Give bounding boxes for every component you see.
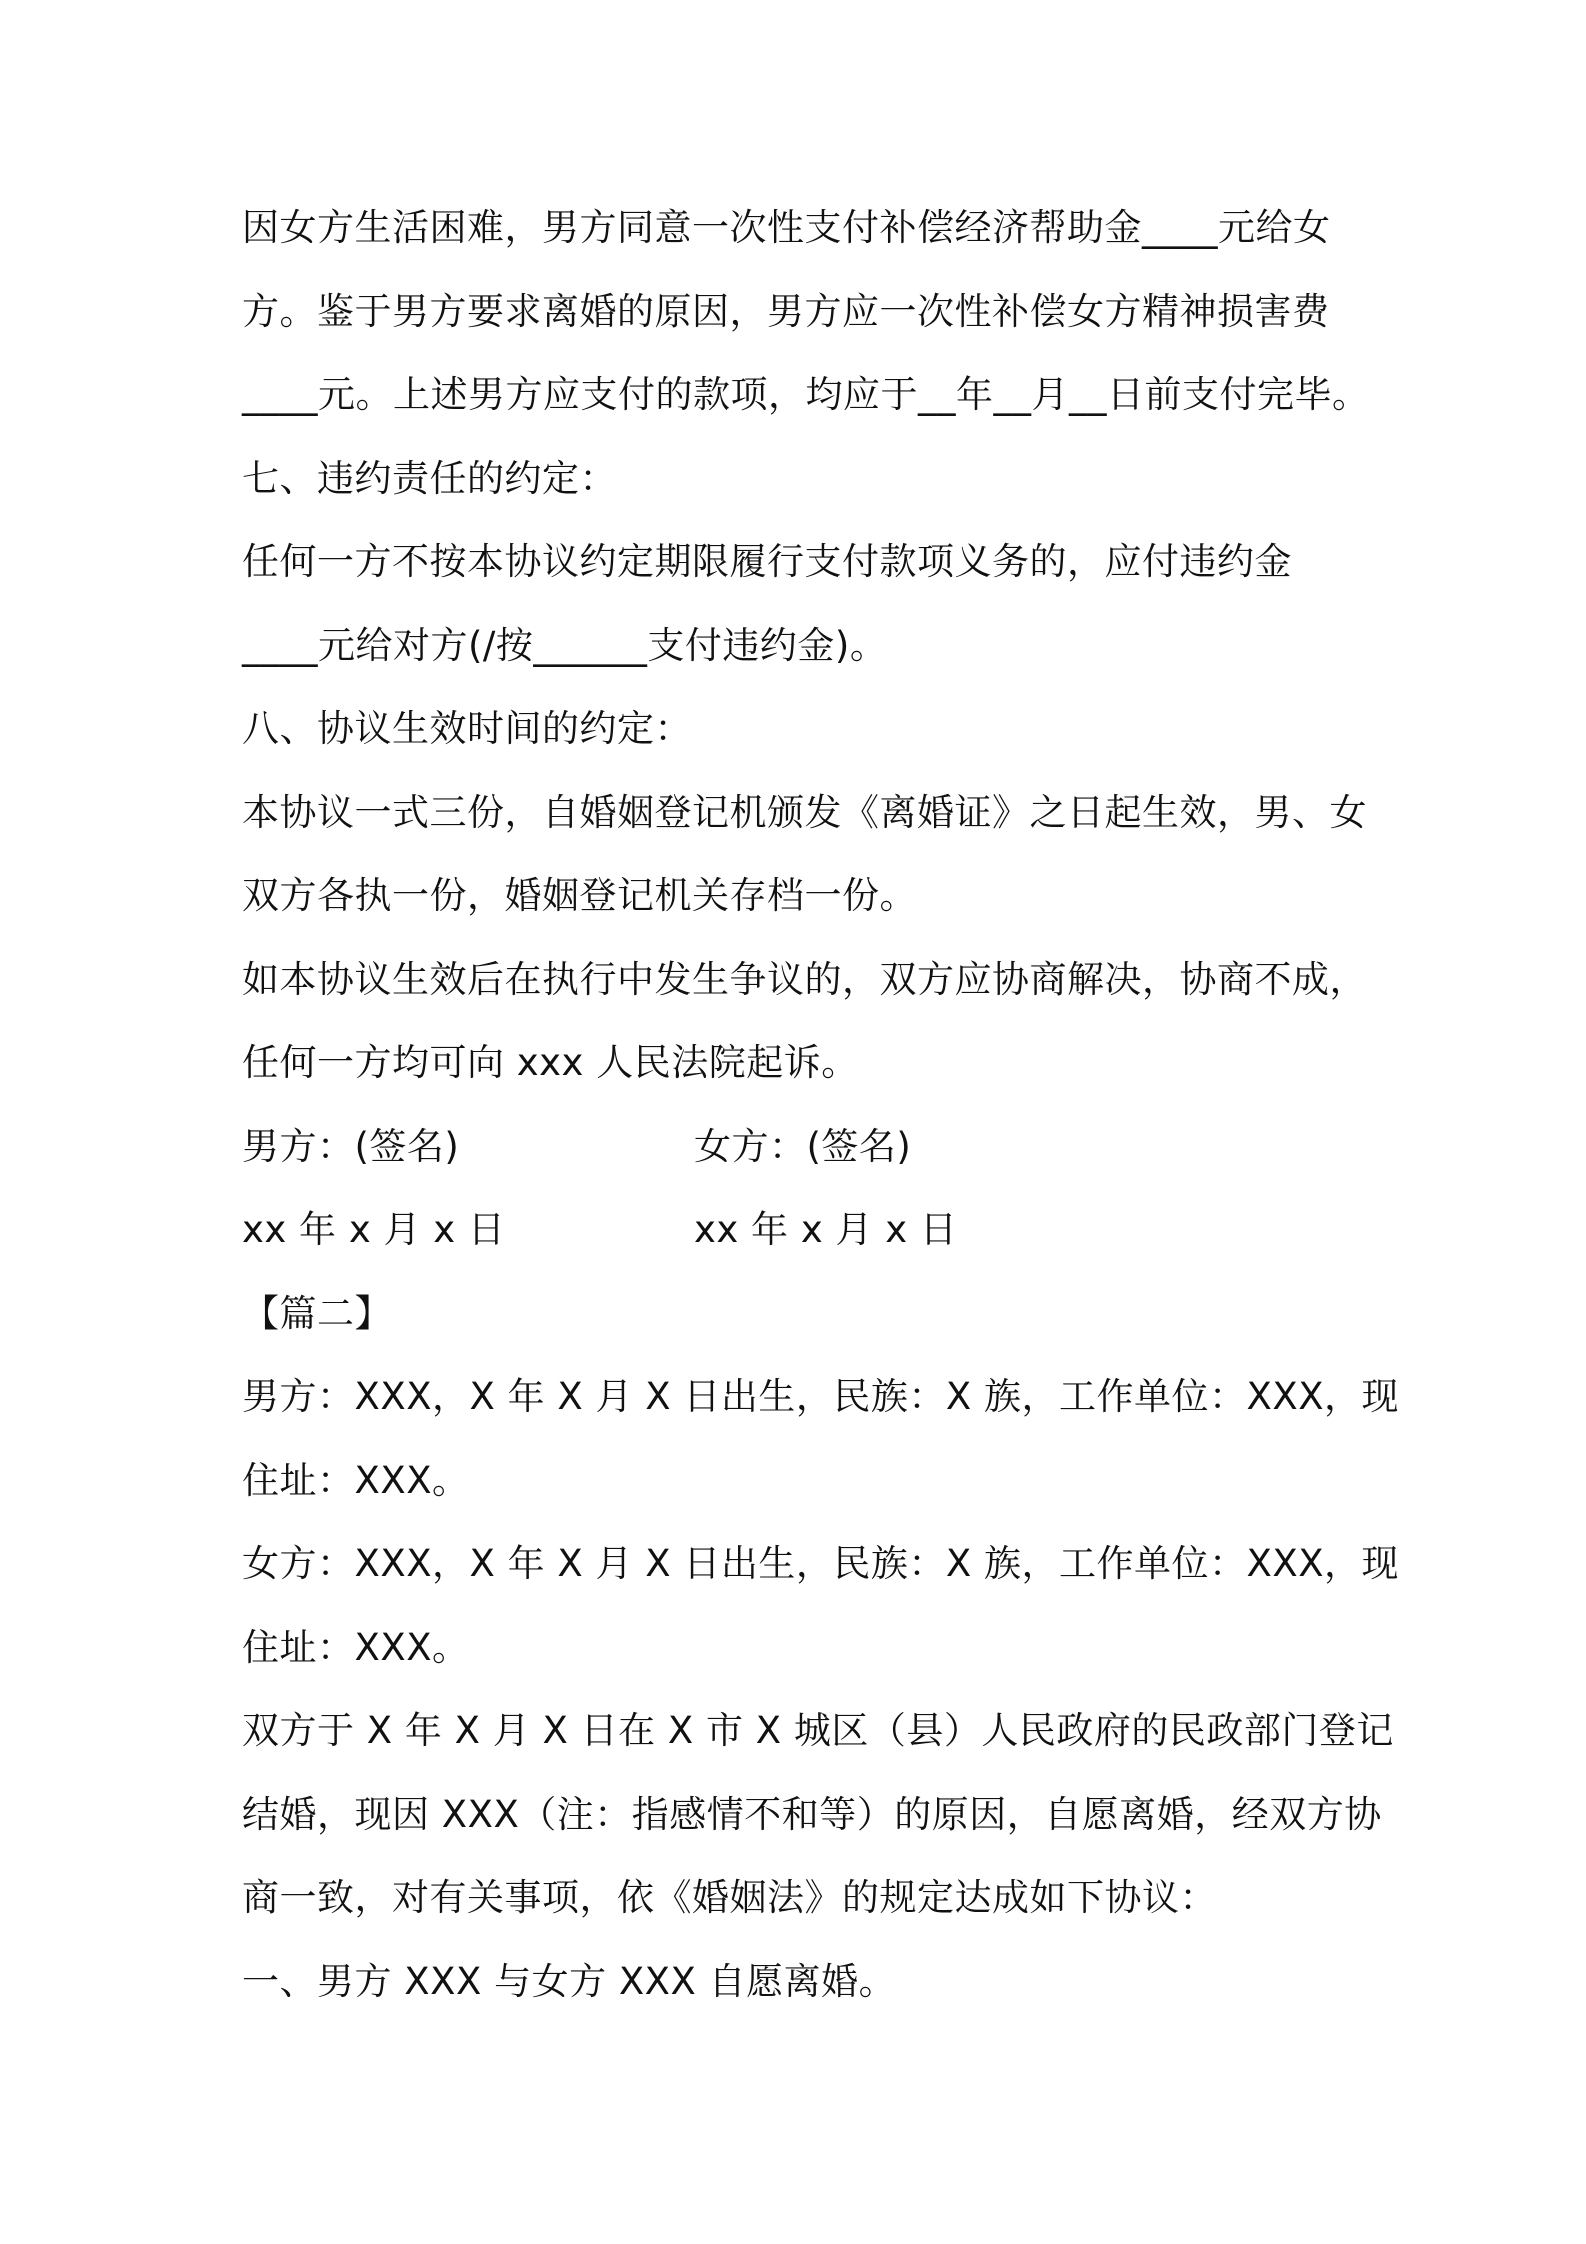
text-line: 住址：XXX。 bbox=[242, 1625, 470, 1669]
signature-row bbox=[242, 1117, 1362, 1201]
male-signature-date: xx 年 x 月 x 日 bbox=[242, 1208, 506, 1251]
date-row bbox=[242, 1200, 1362, 1284]
text-line: 双方各执一份，婚姻登记机关存档一份。 bbox=[242, 874, 917, 917]
text-line: 男方：XXX，X 年 X 月 X 日出生，民族：X 族，工作单位：XXX，现 bbox=[242, 1375, 1400, 1418]
male-signature-label: 男方：(签名) bbox=[242, 1124, 460, 1168]
part-two-heading: 【篇二】 bbox=[242, 1291, 392, 1335]
section-heading-effective: 八、协议生效时间的约定： bbox=[242, 707, 692, 750]
text-line: 本协议一式三份，自婚姻登记机颁发《离婚证》之日起生效，男、女 bbox=[242, 790, 1367, 834]
text-line: 双方于 X 年 X 月 X 日在 X 市 X 城区（县）人民政府的民政部门登记 bbox=[242, 1709, 1394, 1752]
female-signature-label: 女方：(签名) bbox=[694, 1124, 912, 1168]
text-line: 如本协议生效后在执行中发生争议的，双方应协商解决，协商不成， bbox=[242, 957, 1367, 1001]
text-line: 女方：XXX，X 年 X 月 X 日出生，民族：X 族，工作单位：XXX，现 bbox=[242, 1542, 1400, 1585]
text-line: ____元。上述男方应支付的款项，均应于__年__月__日前支付完毕。 bbox=[242, 373, 1370, 416]
text-line: 方。鉴于男方要求离婚的原因，男方应一次性补偿女方精神损害费 bbox=[242, 289, 1330, 333]
section-heading-breach: 七、违约责任的约定： bbox=[242, 456, 617, 500]
text-line: 任何一方不按本协议约定期限履行支付款项义务的，应付违约金 bbox=[242, 540, 1292, 583]
text-line: 住址：XXX。 bbox=[242, 1458, 470, 1502]
female-signature-date: xx 年 x 月 x 日 bbox=[694, 1208, 958, 1251]
text-line: 任何一方均可向 xxx 人民法院起诉。 bbox=[242, 1041, 859, 1084]
text-line: 因女方生活困难，男方同意一次性支付补偿经济帮助金____元给女 bbox=[242, 206, 1331, 249]
text-line: 结婚，现因 XXX（注：指感情不和等）的原因，自愿离婚，经双方协 bbox=[242, 1792, 1382, 1836]
text-line: 商一致，对有关事项，依《婚姻法》的规定达成如下协议： bbox=[242, 1876, 1217, 1919]
text-line: 一、男方 XXX 与女方 XXX 自愿离婚。 bbox=[242, 1959, 897, 2003]
text-line: ____元给对方(/按______支付违约金)。 bbox=[242, 623, 888, 667]
document-page bbox=[242, 198, 1400, 2035]
